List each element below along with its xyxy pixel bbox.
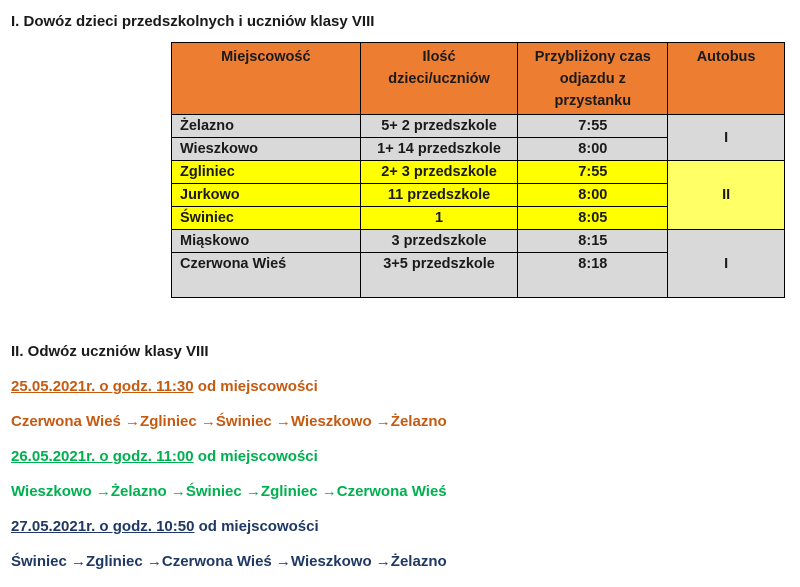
header-bus: Autobus [668, 43, 785, 115]
cell-place: Jurkowo [172, 184, 361, 207]
cell-count: 3 przedszkole [360, 230, 518, 253]
return-date-line-1 [11, 378, 318, 395]
cell-time: 8:00 [518, 184, 668, 207]
section2-heading: II. Odwóz uczniów klasy VIII [11, 343, 209, 360]
table-header-row [172, 43, 785, 115]
table-row [172, 115, 785, 138]
table-row [172, 161, 785, 184]
cell-count: 1+ 14 przedszkole [360, 138, 518, 161]
cell-count: 2+ 3 przedszkole [360, 161, 518, 184]
header-place: Miejscowość [172, 43, 361, 115]
cell-time: 8:00 [518, 138, 668, 161]
cell-time: 8:15 [518, 230, 668, 253]
section1-heading: I. Dowóz dzieci przedszkolnych i uczniów klasy VIII [11, 13, 375, 30]
cell-time: 8:05 [518, 207, 668, 230]
return-suffix-3: od miejscowości [194, 518, 319, 535]
return-suffix-2: od miejscowości [193, 448, 318, 465]
cell-count: 5+ 2 przedszkole [360, 115, 518, 138]
return-date-2: 26.05.2021r. o godz. 11:00 [11, 448, 194, 465]
cell-place: Zgliniec [172, 161, 361, 184]
cell-time: 7:55 [518, 115, 668, 138]
cell-time: 7:55 [518, 161, 668, 184]
cell-place: Wieszkowo [172, 138, 361, 161]
return-suffix-1: od miejscowości [193, 378, 318, 395]
cell-bus: II [668, 161, 785, 230]
cell-count: 1 [360, 207, 518, 230]
return-route-3: Świniec →Zgliniec →Czerwona Wieś →Wieszkowo →Żelazno [11, 553, 447, 570]
cell-count: 3+5 przedszkole [360, 253, 518, 298]
header-count: Ilość dzieci/uczniów [360, 43, 518, 115]
cell-place: Świniec [172, 207, 361, 230]
return-date-line-3 [11, 518, 319, 535]
return-date-1: 25.05.2021r. o godz. 11:30 [11, 378, 194, 395]
cell-place: Miąskowo [172, 230, 361, 253]
cell-place: Czerwona Wieś [172, 253, 361, 298]
table-row [172, 230, 785, 253]
return-route-2: Wieszkowo →Żelazno →Świniec →Zgliniec →Czerwona Wieś [11, 483, 447, 500]
header-time: Przybliżony czas odjazdu z przystanku [518, 43, 668, 115]
cell-time: 8:18 [518, 253, 668, 298]
return-date-3: 27.05.2021r. o godz. 10:50 [11, 518, 195, 535]
cell-bus: I [668, 115, 785, 161]
return-route-1: Czerwona Wieś →Zgliniec →Świniec →Wieszkowo →Żelazno [11, 413, 447, 430]
cell-bus: I [668, 230, 785, 298]
schedule-table [171, 42, 785, 298]
return-date-line-2 [11, 448, 318, 465]
cell-place: Żelazno [172, 115, 361, 138]
cell-count: 11 przedszkole [360, 184, 518, 207]
